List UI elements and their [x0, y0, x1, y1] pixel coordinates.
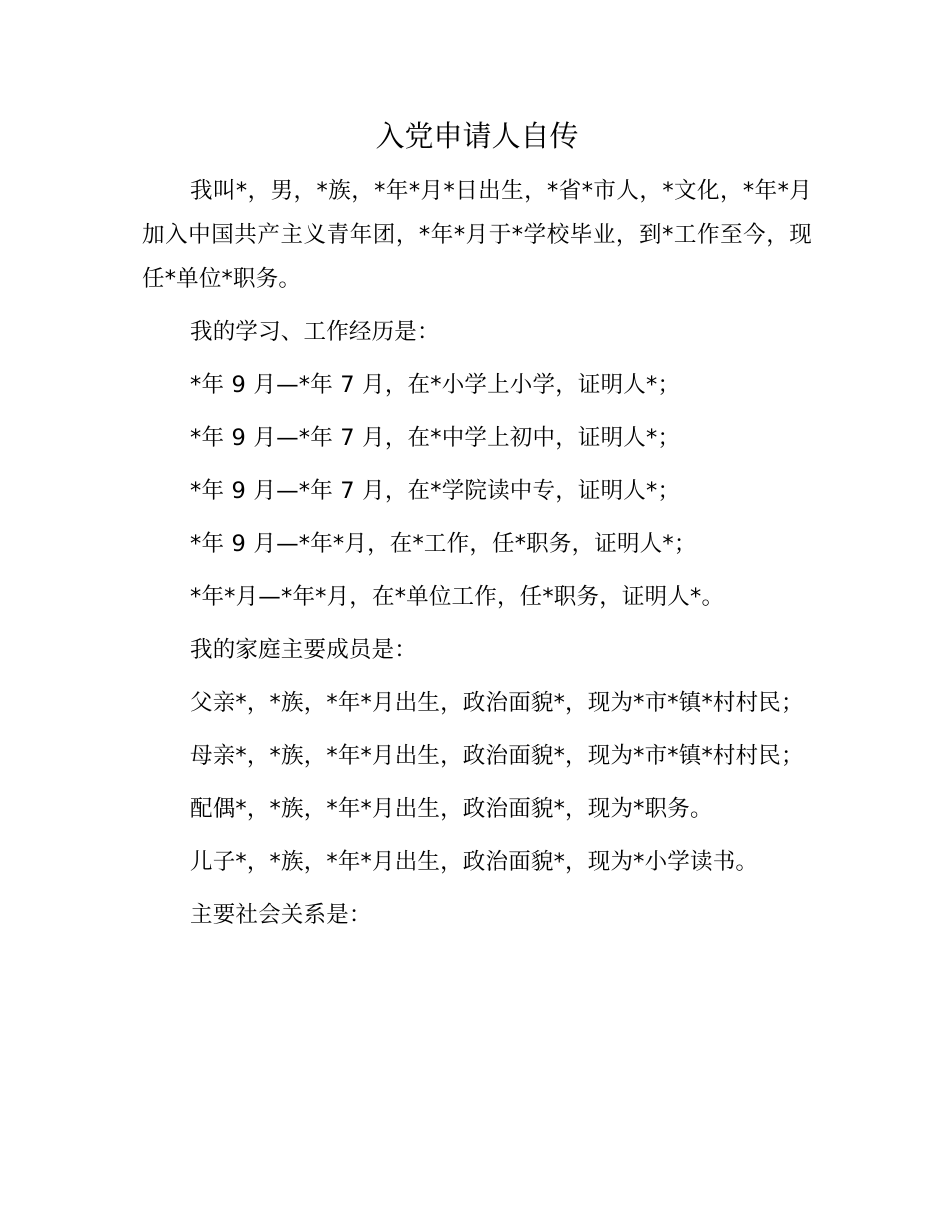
paragraph-history-middle-school: *年 9 月—*年 7 月，在*中学上初中，证明人*；: [190, 425, 681, 451]
paragraph-history-primary-school: *年 9 月—*年 7 月，在*小学上小学，证明人*；: [190, 372, 681, 398]
paragraph-social-relations-heading: 主要社会关系是：: [190, 902, 372, 928]
paragraph-intro: 我叫*，男，*族，*年*月*日出生，*省*市人，*文化，*年*月加入中国共产主义青年团，*年*月于*学校毕业，到*工作至今，现任*单位*职务。: [142, 178, 812, 292]
paragraph-family-heading: 我的家庭主要成员是：: [190, 637, 418, 663]
paragraph-history-work-1: *年 9 月—*年*月，在*工作，任*职务，证明人*；: [190, 531, 697, 557]
paragraph-history-work-2: *年*月—*年*月，在*单位工作，任*职务，证明人*。: [190, 584, 725, 610]
paragraph-history-college: *年 9 月—*年 7 月，在*学院读中专，证明人*；: [190, 478, 681, 504]
document-body: [142, 169, 812, 946]
document-title: 入党申请人自传: [375, 119, 579, 153]
paragraph-family-father: 父亲*，*族，*年*月出生，政治面貌*，现为*市*镇*村村民；: [190, 690, 804, 716]
paragraph-family-spouse: 配偶*，*族，*年*月出生，政治面貌*，现为*职务。: [190, 796, 713, 822]
paragraph-family-mother: 母亲*，*族，*年*月出生，政治面貌*，现为*市*镇*村村民；: [190, 743, 804, 769]
paragraph-family-son: 儿子*，*族，*年*月出生，政治面貌*，现为*小学读书。: [190, 849, 759, 875]
paragraph-study-work-heading: 我的学习、工作经历是：: [190, 319, 440, 345]
